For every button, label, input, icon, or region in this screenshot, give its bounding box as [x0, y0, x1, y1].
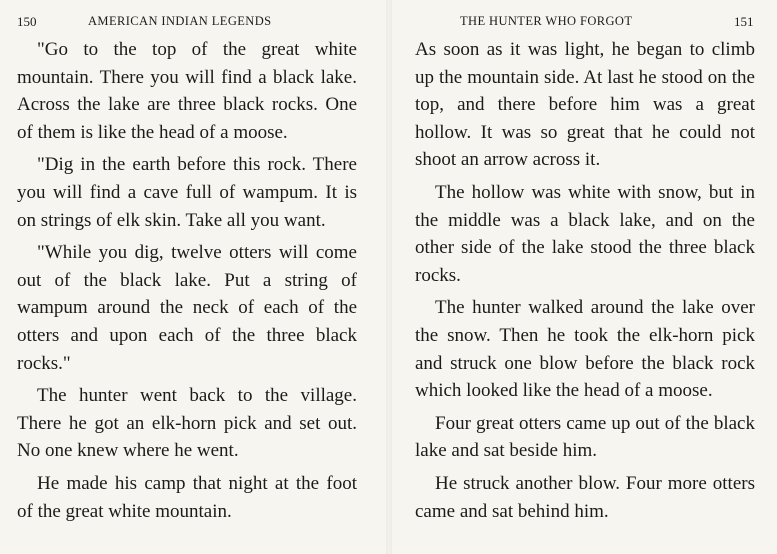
paragraph: He made his camp that night at the foot of the great white mountain. [17, 472, 357, 522]
paragraph: As soon as it was light, he began to climb up the mountain side. At last he stood on the top, and there before him was a great hollow. It was so great that he could not shoot an arrow across it. [415, 39, 755, 171]
page-number: 151 [734, 14, 754, 29]
running-head: THE HUNTER WHO FORGOT [460, 14, 633, 28]
page-text [415, 36, 755, 530]
paragraph: The hollow was white with snow, but in the middle was a black lake, and on the other side of the lake stood the three black rocks. [415, 181, 755, 286]
paragraph: Four great otters came up out of the black lake and sat beside him. [415, 412, 755, 462]
page-number: 150 [17, 14, 37, 29]
page-text [17, 36, 357, 530]
left-page [0, 0, 386, 554]
paragraph: "While you dig, twelve otters will come out of the black lake. Put a string of wampum around the neck of each of the otters and upon each of the three black rocks." [17, 242, 357, 374]
paragraph: "Go to the top of the great white mountain. There you will find a black lake. Across the lake are three black rocks. One of them is like the head of a moose. [17, 39, 357, 143]
running-head: AMERICAN INDIAN LEGENDS [88, 14, 272, 28]
paragraph: The hunter went back to the village. There he got an elk-horn pick and set out. No one knew where he went. [17, 385, 357, 462]
paragraph: "Dig in the earth before this rock. There you will find a cave full of wampum. It is on strings of elk skin. Take all you want. [17, 154, 357, 231]
right-page [392, 0, 777, 554]
paragraph: The hunter walked around the lake over the snow. Then he took the elk-horn pick and struck one blow before the black rock which looked like the head of a moose. [415, 297, 755, 402]
paragraph: He struck another blow. Four more otters came and sat behind him. [415, 472, 755, 522]
